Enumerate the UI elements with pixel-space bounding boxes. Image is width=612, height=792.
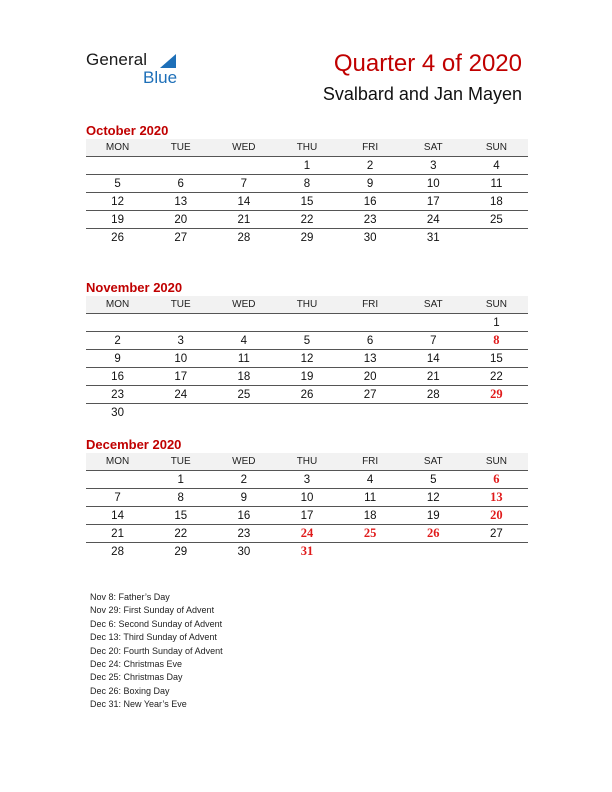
week-row	[86, 229, 528, 247]
day-cell: 13	[149, 193, 212, 211]
weekday-header: SAT	[402, 139, 465, 157]
day-cell: 26	[402, 525, 465, 543]
day-cell: 15	[465, 350, 528, 368]
weekday-header-row	[86, 139, 528, 157]
month-november	[86, 279, 528, 421]
day-cell: 9	[339, 175, 402, 193]
day-cell: 5	[275, 332, 338, 350]
day-cell: 25	[212, 386, 275, 404]
weekday-header: FRI	[339, 139, 402, 157]
day-cell: 2	[86, 332, 149, 350]
empty-day-cell	[339, 543, 402, 561]
weekday-header: SUN	[465, 453, 528, 471]
day-cell: 11	[465, 175, 528, 193]
week-row	[86, 332, 528, 350]
day-cell: 14	[212, 193, 275, 211]
weekday-header: THU	[275, 139, 338, 157]
day-cell: 9	[86, 350, 149, 368]
weekday-header-row	[86, 296, 528, 314]
day-cell: 28	[111, 545, 124, 558]
week-row	[86, 193, 528, 211]
weekday-header: FRI	[339, 296, 402, 314]
day-cell: 22	[149, 525, 212, 543]
empty-day-cell	[275, 404, 338, 422]
day-cell: 2	[212, 471, 275, 489]
day-cell: 22	[465, 368, 528, 386]
day-cell: 25	[339, 525, 402, 543]
day-cell: 6	[339, 332, 402, 350]
week-row	[86, 507, 528, 525]
week-row	[86, 157, 528, 175]
holiday-note: Dec 6: Second Sunday of Advent	[90, 618, 223, 629]
day-cell: 1	[465, 314, 528, 332]
week-row	[86, 368, 528, 386]
day-cell: 23	[212, 525, 275, 543]
calendar-table	[86, 296, 528, 421]
day-cell: 28	[237, 231, 251, 244]
day-cell: 5	[402, 471, 465, 489]
day-cell: 6	[465, 471, 528, 489]
day-cell: 4	[339, 471, 402, 489]
empty-day-cell	[465, 229, 528, 247]
weekday-header: SUN	[465, 296, 528, 314]
day-cell: 14	[86, 507, 149, 525]
week-row	[86, 211, 528, 229]
day-cell: 24	[275, 525, 338, 543]
day-cell: 31	[300, 544, 314, 558]
empty-day-cell	[149, 314, 212, 332]
logo	[86, 50, 196, 90]
day-cell: 30	[237, 545, 251, 558]
empty-day-cell	[339, 314, 402, 332]
day-cell: 21	[212, 211, 275, 229]
empty-day-cell	[275, 314, 338, 332]
day-cell: 10	[402, 175, 465, 193]
weekday-header: SUN	[465, 139, 528, 157]
day-cell: 18	[339, 507, 402, 525]
weekday-header: SAT	[402, 296, 465, 314]
day-cell: 9	[212, 489, 275, 507]
day-cell: 23	[86, 386, 149, 404]
day-cell: 23	[339, 211, 402, 229]
day-cell: 16	[212, 507, 275, 525]
empty-day-cell	[402, 314, 465, 332]
holiday-note: Dec 31: New Year’s Eve	[90, 699, 187, 710]
day-cell: 4	[212, 332, 275, 350]
weekday-header: WED	[212, 453, 275, 471]
weekday-header: THU	[275, 296, 338, 314]
day-cell: 15	[149, 507, 212, 525]
holiday-note: Nov 8: Father’s Day	[90, 592, 170, 602]
day-cell: 8	[465, 332, 528, 350]
weekday-header: SAT	[402, 453, 465, 471]
month-title: October 2020	[86, 123, 169, 138]
week-row	[86, 525, 528, 543]
weekday-header: MON	[86, 296, 149, 314]
week-row	[86, 314, 528, 332]
holiday-note: Dec 13: Third Sunday of Advent	[90, 632, 217, 643]
logo-general-text: General	[86, 50, 148, 69]
day-cell: 20	[339, 368, 402, 386]
month-december	[86, 436, 528, 560]
day-cell: 26	[275, 386, 338, 404]
day-cell: 29	[465, 386, 528, 404]
day-cell: 12	[402, 489, 465, 507]
holiday-note: Nov 29: First Sunday of Advent	[90, 605, 215, 616]
week-row	[86, 489, 528, 507]
empty-day-cell	[212, 157, 275, 175]
day-cell: 1	[275, 157, 338, 175]
day-cell: 8	[149, 489, 212, 507]
empty-day-cell	[465, 404, 528, 422]
day-cell: 30	[363, 231, 377, 244]
day-cell: 16	[339, 193, 402, 211]
weekday-header: TUE	[149, 453, 212, 471]
weekday-header-row	[86, 453, 528, 471]
day-cell: 4	[465, 157, 528, 175]
day-cell: 1	[149, 471, 212, 489]
holiday-note: Dec 26: Boxing Day	[90, 685, 170, 696]
day-cell: 27	[339, 386, 402, 404]
weekday-header: TUE	[149, 139, 212, 157]
calendar-table	[86, 139, 528, 246]
empty-day-cell	[149, 157, 212, 175]
empty-day-cell	[86, 471, 149, 489]
page-title: Quarter 4 of 2020	[333, 50, 522, 77]
holiday-notes-list	[90, 591, 223, 712]
day-cell: 17	[149, 368, 212, 386]
day-cell: 21	[402, 368, 465, 386]
week-row	[86, 471, 528, 489]
day-cell: 27	[174, 231, 188, 244]
month-october	[86, 122, 528, 246]
day-cell: 18	[465, 193, 528, 211]
empty-day-cell	[465, 543, 528, 561]
day-cell: 13	[339, 350, 402, 368]
day-cell: 20	[149, 211, 212, 229]
day-cell: 19	[275, 368, 338, 386]
day-cell: 5	[86, 175, 149, 193]
day-cell: 3	[275, 471, 338, 489]
week-row	[86, 386, 528, 404]
day-cell: 30	[111, 406, 124, 419]
week-row	[86, 404, 528, 422]
day-cell: 14	[402, 350, 465, 368]
day-cell: 11	[339, 489, 402, 507]
holiday-note: Dec 20: Fourth Sunday of Advent	[90, 645, 223, 656]
week-row	[86, 543, 528, 561]
day-cell: 7	[402, 332, 465, 350]
weekday-header: FRI	[339, 453, 402, 471]
empty-day-cell	[212, 314, 275, 332]
day-cell: 15	[275, 193, 338, 211]
week-row	[86, 175, 528, 193]
empty-day-cell	[339, 404, 402, 422]
month-title: November 2020	[86, 280, 183, 295]
day-cell: 6	[149, 175, 212, 193]
day-cell: 16	[86, 368, 149, 386]
day-cell: 22	[275, 211, 338, 229]
day-cell: 31	[426, 231, 440, 244]
day-cell: 3	[149, 332, 212, 350]
day-cell: 27	[465, 525, 528, 543]
calendar-table	[86, 453, 528, 560]
logo-blue-text: Blue	[143, 68, 178, 87]
day-cell: 19	[86, 211, 149, 229]
month-title: December 2020	[86, 437, 182, 452]
day-cell: 24	[149, 386, 212, 404]
weekday-header: WED	[212, 139, 275, 157]
empty-day-cell	[402, 404, 465, 422]
day-cell: 19	[402, 507, 465, 525]
empty-day-cell	[86, 157, 149, 175]
day-cell: 13	[465, 489, 528, 507]
day-cell: 20	[465, 507, 528, 525]
day-cell: 26	[111, 231, 124, 244]
day-cell: 17	[275, 507, 338, 525]
day-cell: 21	[86, 525, 149, 543]
day-cell: 3	[402, 157, 465, 175]
day-cell: 7	[212, 175, 275, 193]
weekday-header: THU	[275, 453, 338, 471]
day-cell: 17	[402, 193, 465, 211]
day-cell: 29	[300, 231, 314, 244]
weekday-header: MON	[86, 453, 149, 471]
empty-day-cell	[212, 404, 275, 422]
page-subtitle: Svalbard and Jan Mayen	[322, 84, 522, 104]
holiday-note: Dec 25: Christmas Day	[90, 672, 183, 683]
day-cell: 11	[212, 350, 275, 368]
empty-day-cell	[149, 404, 212, 422]
week-row	[86, 350, 528, 368]
day-cell: 10	[149, 350, 212, 368]
day-cell: 10	[275, 489, 338, 507]
day-cell: 2	[339, 157, 402, 175]
day-cell: 25	[465, 211, 528, 229]
empty-day-cell	[86, 314, 149, 332]
day-cell: 12	[86, 193, 149, 211]
day-cell: 18	[212, 368, 275, 386]
weekday-header: WED	[212, 296, 275, 314]
day-cell: 28	[402, 386, 465, 404]
day-cell: 29	[174, 545, 188, 558]
holiday-note: Dec 24: Christmas Eve	[90, 659, 183, 670]
weekday-header: MON	[86, 139, 149, 157]
weekday-header: TUE	[149, 296, 212, 314]
logo-triangle-icon	[160, 54, 176, 68]
day-cell: 8	[275, 175, 338, 193]
empty-day-cell	[402, 543, 465, 561]
day-cell: 12	[275, 350, 338, 368]
day-cell: 7	[86, 489, 149, 507]
day-cell: 24	[402, 211, 465, 229]
